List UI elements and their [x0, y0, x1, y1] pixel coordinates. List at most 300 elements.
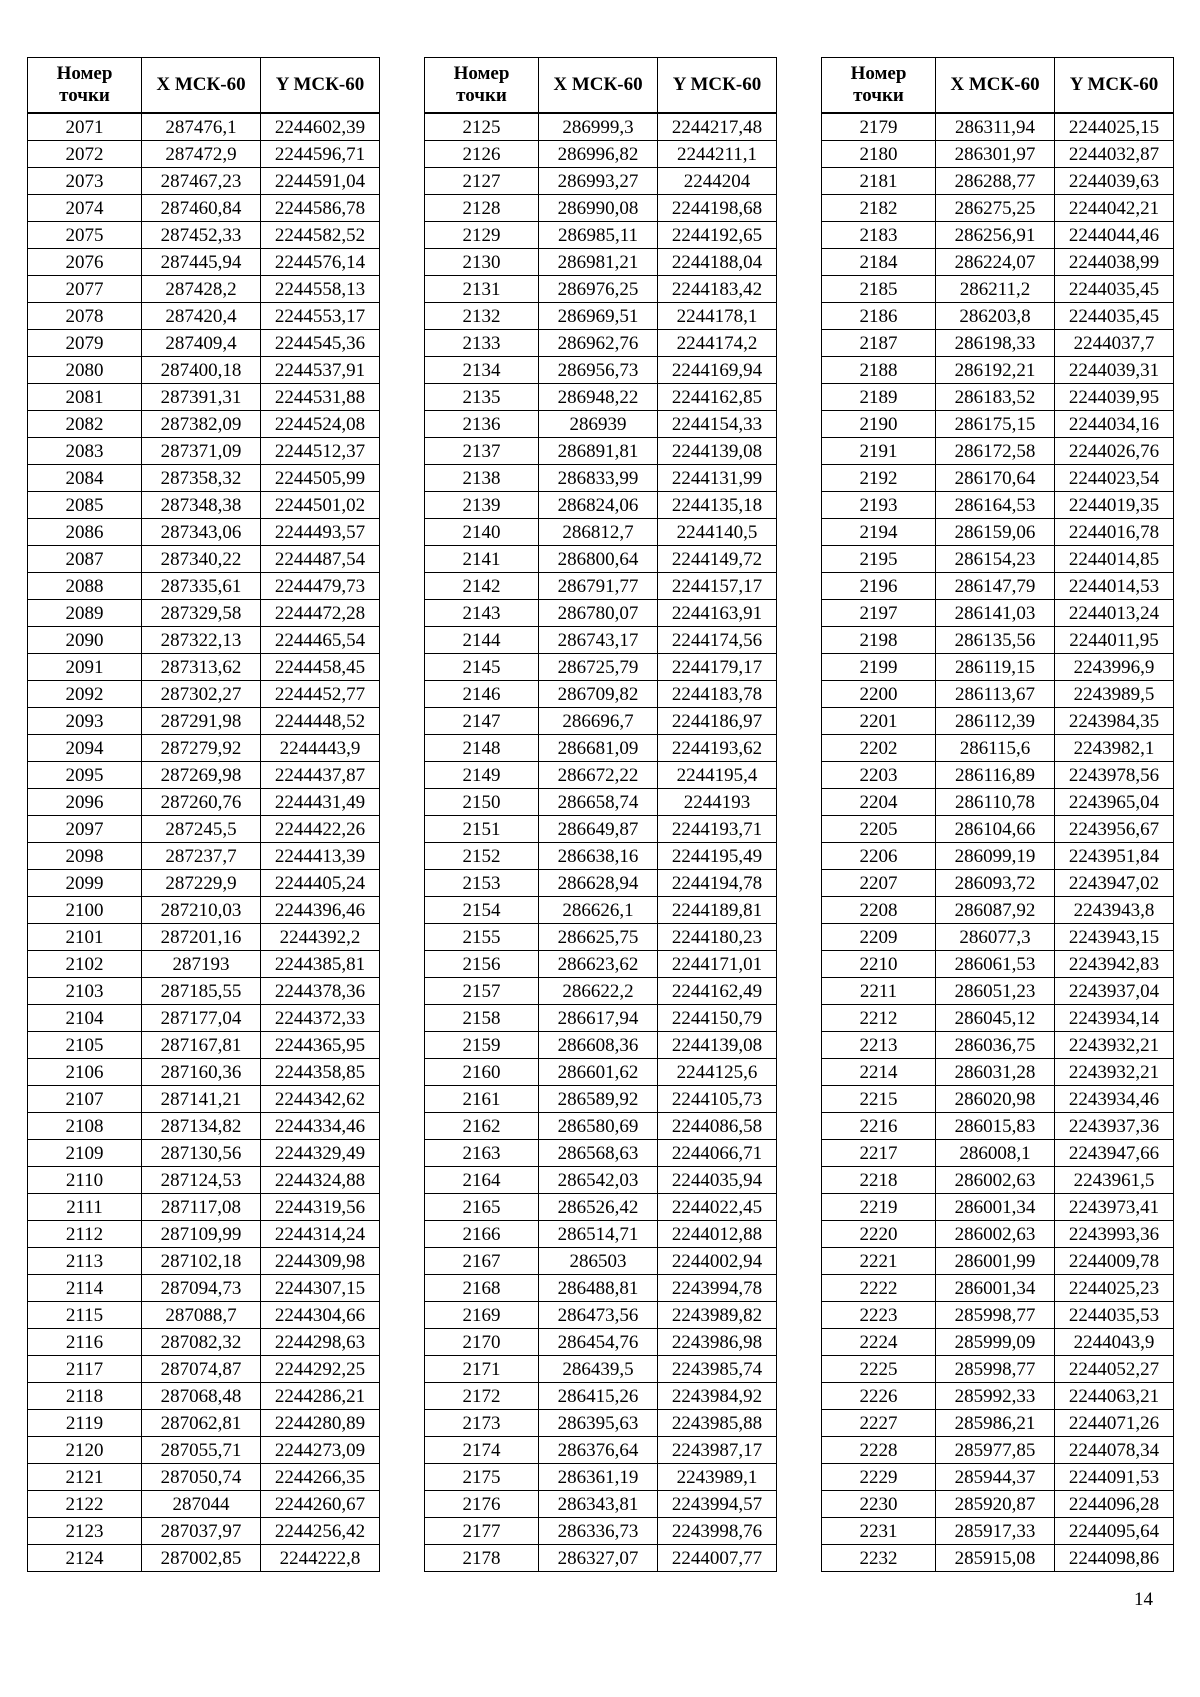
y-coordinate-cell: 2243934,46 — [1055, 1086, 1174, 1113]
y-coordinate-cell: 2243982,1 — [1055, 735, 1174, 762]
point-number-cell: 2211 — [822, 978, 936, 1005]
point-number-header-line1: Номер — [56, 63, 113, 85]
x-coordinate-cell: 285977,85 — [936, 1437, 1055, 1464]
point-number-cell: 2162 — [425, 1113, 539, 1140]
table-row — [425, 168, 777, 195]
x-coordinate-cell: 286956,73 — [539, 357, 658, 384]
point-number-header — [28, 58, 142, 114]
y-coordinate-cell: 2244192,65 — [658, 222, 777, 249]
y-coordinate-cell: 2243951,84 — [1055, 843, 1174, 870]
y-coordinate-cell: 2244086,58 — [658, 1113, 777, 1140]
point-number-cell: 2074 — [28, 195, 142, 222]
point-number-cell: 2126 — [425, 141, 539, 168]
x-coordinate-cell: 286141,03 — [936, 600, 1055, 627]
point-number-cell: 2152 — [425, 843, 539, 870]
table-row — [425, 113, 777, 141]
point-number-cell: 2078 — [28, 303, 142, 330]
point-number-cell: 2223 — [822, 1302, 936, 1329]
point-number-cell: 2171 — [425, 1356, 539, 1383]
point-number-cell: 2165 — [425, 1194, 539, 1221]
x-coordinate-cell: 287055,71 — [142, 1437, 261, 1464]
x-coordinate-cell: 286948,22 — [539, 384, 658, 411]
y-coordinate-cell: 2244038,99 — [1055, 249, 1174, 276]
y-coordinate-cell: 2244096,28 — [1055, 1491, 1174, 1518]
x-coordinate-cell: 286172,58 — [936, 438, 1055, 465]
table-row — [822, 1302, 1174, 1329]
x-coordinate-cell: 286542,03 — [539, 1167, 658, 1194]
point-number-cell: 2084 — [28, 465, 142, 492]
point-number-cell: 2104 — [28, 1005, 142, 1032]
point-number-cell: 2232 — [822, 1545, 936, 1572]
x-coordinate-cell: 286113,67 — [936, 681, 1055, 708]
x-coordinate-cell: 287279,92 — [142, 735, 261, 762]
point-number-cell: 2175 — [425, 1464, 539, 1491]
y-coordinate-cell: 2243984,92 — [658, 1383, 777, 1410]
y-coordinate-cell: 2244193 — [658, 789, 777, 816]
point-number-cell: 2208 — [822, 897, 936, 924]
y-coordinate-cell: 2244098,86 — [1055, 1545, 1174, 1572]
table-row — [822, 249, 1174, 276]
table-row — [425, 978, 777, 1005]
x-coordinate-cell: 286008,1 — [936, 1140, 1055, 1167]
x-coordinate-cell: 287229,9 — [142, 870, 261, 897]
x-coordinate-cell: 286256,91 — [936, 222, 1055, 249]
x-coordinate-cell: 286601,62 — [539, 1059, 658, 1086]
y-coordinate-cell: 2244035,45 — [1055, 303, 1174, 330]
point-number-cell: 2231 — [822, 1518, 936, 1545]
x-coordinate-cell: 286061,53 — [936, 951, 1055, 978]
x-coordinate-cell: 287002,85 — [142, 1545, 261, 1572]
point-number-cell: 2153 — [425, 870, 539, 897]
point-number-cell: 2221 — [822, 1248, 936, 1275]
x-coordinate-cell: 287193 — [142, 951, 261, 978]
y-coordinate-cell: 2244174,2 — [658, 330, 777, 357]
x-coordinate-cell: 287062,81 — [142, 1410, 261, 1437]
x-coordinate-cell: 286395,63 — [539, 1410, 658, 1437]
table-row — [822, 1248, 1174, 1275]
point-number-cell: 2132 — [425, 303, 539, 330]
y-coordinate-cell: 2244043,9 — [1055, 1329, 1174, 1356]
point-number-cell: 2192 — [822, 465, 936, 492]
y-coordinate-cell: 2244222,8 — [261, 1545, 380, 1572]
x-coordinate-cell: 286608,36 — [539, 1032, 658, 1059]
point-number-cell: 2217 — [822, 1140, 936, 1167]
point-number-cell: 2202 — [822, 735, 936, 762]
table-row — [425, 141, 777, 168]
table-row — [822, 924, 1174, 951]
table-row — [28, 1248, 380, 1275]
y-coordinate-cell: 2244443,9 — [261, 735, 380, 762]
y-coordinate-cell: 2244139,08 — [658, 1032, 777, 1059]
y-coordinate-cell: 2244095,64 — [1055, 1518, 1174, 1545]
y-coordinate-cell: 2244465,54 — [261, 627, 380, 654]
y-coordinate-cell: 2243987,17 — [658, 1437, 777, 1464]
table-row — [425, 627, 777, 654]
x-coordinate-cell: 287245,5 — [142, 816, 261, 843]
table-row — [822, 465, 1174, 492]
point-number-cell: 2222 — [822, 1275, 936, 1302]
point-number-cell: 2164 — [425, 1167, 539, 1194]
point-number-header-line1: Номер — [453, 63, 510, 85]
table-row — [822, 384, 1174, 411]
table-row — [28, 1356, 380, 1383]
table-row — [425, 1437, 777, 1464]
point-number-cell: 2179 — [822, 113, 936, 141]
x-coordinate-cell: 286996,82 — [539, 141, 658, 168]
table-row — [822, 1356, 1174, 1383]
point-number-cell: 2157 — [425, 978, 539, 1005]
y-coordinate-cell: 2244266,35 — [261, 1464, 380, 1491]
x-coordinate-cell: 286976,25 — [539, 276, 658, 303]
y-coordinate-cell: 2244183,42 — [658, 276, 777, 303]
point-number-cell: 2094 — [28, 735, 142, 762]
y-coordinate-cell: 2243932,21 — [1055, 1059, 1174, 1086]
y-coordinate-cell: 2244505,99 — [261, 465, 380, 492]
x-coordinate-cell: 286833,99 — [539, 465, 658, 492]
y-coordinate-cell: 2244378,36 — [261, 978, 380, 1005]
point-number-cell: 2206 — [822, 843, 936, 870]
y-coordinate-cell: 2244334,46 — [261, 1113, 380, 1140]
y-coordinate-cell: 2243947,66 — [1055, 1140, 1174, 1167]
point-number-cell: 2184 — [822, 249, 936, 276]
point-number-header-line2: точки — [853, 85, 904, 106]
y-coordinate-cell: 2243943,8 — [1055, 897, 1174, 924]
x-coordinate-cell: 287472,9 — [142, 141, 261, 168]
point-number-cell: 2225 — [822, 1356, 936, 1383]
coordinate-table-1 — [27, 57, 380, 1572]
point-number-cell: 2113 — [28, 1248, 142, 1275]
y-coordinate-header: Y МСК-60 — [1055, 58, 1174, 114]
table-row — [425, 1329, 777, 1356]
x-coordinate-cell: 286824,06 — [539, 492, 658, 519]
y-coordinate-cell: 2244042,21 — [1055, 195, 1174, 222]
table-row — [822, 681, 1174, 708]
table-row — [28, 654, 380, 681]
point-number-cell: 2176 — [425, 1491, 539, 1518]
point-number-cell: 2103 — [28, 978, 142, 1005]
point-number-cell: 2115 — [28, 1302, 142, 1329]
table-row — [822, 573, 1174, 600]
table-row — [822, 1383, 1174, 1410]
y-coordinate-cell: 2244194,78 — [658, 870, 777, 897]
coordinate-table-3 — [821, 57, 1174, 1572]
y-coordinate-cell: 2244576,14 — [261, 249, 380, 276]
point-number-header-line1: Номер — [850, 63, 907, 85]
x-coordinate-cell: 287130,56 — [142, 1140, 261, 1167]
point-number-cell: 2190 — [822, 411, 936, 438]
point-number-cell: 2172 — [425, 1383, 539, 1410]
point-number-cell: 2071 — [28, 113, 142, 141]
table-row — [822, 951, 1174, 978]
x-coordinate-cell: 285920,87 — [936, 1491, 1055, 1518]
point-number-cell: 2201 — [822, 708, 936, 735]
table-row — [425, 330, 777, 357]
point-number-cell: 2189 — [822, 384, 936, 411]
x-coordinate-cell: 286002,63 — [936, 1221, 1055, 1248]
y-coordinate-cell: 2244044,46 — [1055, 222, 1174, 249]
table-row — [28, 1545, 380, 1572]
point-number-cell: 2121 — [28, 1464, 142, 1491]
point-number-cell: 2200 — [822, 681, 936, 708]
point-number-cell: 2198 — [822, 627, 936, 654]
point-number-cell: 2163 — [425, 1140, 539, 1167]
table-row — [28, 573, 380, 600]
table-row — [425, 546, 777, 573]
y-coordinate-cell: 2244139,08 — [658, 438, 777, 465]
y-coordinate-cell: 2244392,2 — [261, 924, 380, 951]
x-coordinate-cell: 286175,15 — [936, 411, 1055, 438]
y-coordinate-cell: 2244437,87 — [261, 762, 380, 789]
table-row — [425, 1410, 777, 1437]
x-coordinate-cell: 287409,4 — [142, 330, 261, 357]
x-coordinate-cell: 287467,23 — [142, 168, 261, 195]
x-coordinate-cell: 286045,12 — [936, 1005, 1055, 1032]
x-coordinate-cell: 287237,7 — [142, 843, 261, 870]
x-coordinate-cell: 286311,94 — [936, 113, 1055, 141]
point-number-cell: 2147 — [425, 708, 539, 735]
y-coordinate-cell: 2244014,85 — [1055, 546, 1174, 573]
x-coordinate-cell: 287476,1 — [142, 113, 261, 141]
point-number-cell: 2135 — [425, 384, 539, 411]
x-coordinate-cell: 287210,03 — [142, 897, 261, 924]
table-row — [425, 1005, 777, 1032]
table-header-row — [822, 58, 1174, 114]
point-number-cell: 2122 — [28, 1491, 142, 1518]
point-number-cell: 2128 — [425, 195, 539, 222]
y-coordinate-cell: 2244385,81 — [261, 951, 380, 978]
table-row — [822, 546, 1174, 573]
point-number-cell: 2090 — [28, 627, 142, 654]
x-coordinate-cell: 287094,73 — [142, 1275, 261, 1302]
y-coordinate-cell: 2244014,53 — [1055, 573, 1174, 600]
point-number-cell: 2150 — [425, 789, 539, 816]
y-coordinate-cell: 2244292,25 — [261, 1356, 380, 1383]
x-coordinate-cell: 286020,98 — [936, 1086, 1055, 1113]
table-row — [28, 1086, 380, 1113]
x-coordinate-cell: 286623,62 — [539, 951, 658, 978]
point-number-cell: 2186 — [822, 303, 936, 330]
table-row — [425, 1302, 777, 1329]
table-row — [822, 1059, 1174, 1086]
table-row — [425, 1140, 777, 1167]
point-number-cell: 2218 — [822, 1167, 936, 1194]
x-coordinate-cell: 286001,34 — [936, 1275, 1055, 1302]
y-coordinate-cell: 2243994,78 — [658, 1275, 777, 1302]
table-row — [425, 303, 777, 330]
x-coordinate-cell: 286800,64 — [539, 546, 658, 573]
y-coordinate-cell: 2244193,71 — [658, 816, 777, 843]
y-coordinate-cell: 2244452,77 — [261, 681, 380, 708]
x-coordinate-cell: 286791,77 — [539, 573, 658, 600]
y-coordinate-cell: 2244032,87 — [1055, 141, 1174, 168]
y-coordinate-cell: 2244174,56 — [658, 627, 777, 654]
y-coordinate-cell: 2244217,48 — [658, 113, 777, 141]
table-row — [822, 222, 1174, 249]
x-coordinate-cell: 287391,31 — [142, 384, 261, 411]
table-row — [822, 1464, 1174, 1491]
x-coordinate-cell: 285999,09 — [936, 1329, 1055, 1356]
table-row — [425, 1248, 777, 1275]
x-coordinate-cell: 285998,77 — [936, 1302, 1055, 1329]
point-number-cell: 2181 — [822, 168, 936, 195]
point-number-cell: 2174 — [425, 1437, 539, 1464]
y-coordinate-cell: 2244023,54 — [1055, 465, 1174, 492]
table-row — [28, 1329, 380, 1356]
table-row — [425, 1059, 777, 1086]
x-coordinate-cell: 286087,92 — [936, 897, 1055, 924]
point-number-cell: 2076 — [28, 249, 142, 276]
x-coordinate-cell: 287445,94 — [142, 249, 261, 276]
point-number-cell: 2203 — [822, 762, 936, 789]
y-coordinate-cell: 2244198,68 — [658, 195, 777, 222]
x-coordinate-cell: 287068,48 — [142, 1383, 261, 1410]
y-coordinate-cell: 2243932,21 — [1055, 1032, 1174, 1059]
point-number-cell: 2183 — [822, 222, 936, 249]
point-number-cell: 2101 — [28, 924, 142, 951]
point-number-cell: 2156 — [425, 951, 539, 978]
table-row — [822, 843, 1174, 870]
point-number-cell: 2072 — [28, 141, 142, 168]
table-row — [425, 222, 777, 249]
y-coordinate-cell: 2244256,42 — [261, 1518, 380, 1545]
x-coordinate-cell: 287329,58 — [142, 600, 261, 627]
y-coordinate-cell: 2244150,79 — [658, 1005, 777, 1032]
table-row — [28, 1518, 380, 1545]
point-number-cell: 2142 — [425, 573, 539, 600]
x-coordinate-cell: 286361,19 — [539, 1464, 658, 1491]
x-coordinate-header: X МСК-60 — [142, 58, 261, 114]
y-coordinate-cell: 2244035,94 — [658, 1167, 777, 1194]
x-coordinate-cell: 286036,75 — [936, 1032, 1055, 1059]
table-row — [822, 870, 1174, 897]
point-number-cell: 2146 — [425, 681, 539, 708]
x-coordinate-cell: 286628,94 — [539, 870, 658, 897]
table-row — [28, 897, 380, 924]
x-coordinate-cell: 287109,99 — [142, 1221, 261, 1248]
y-coordinate-cell: 2244022,45 — [658, 1194, 777, 1221]
x-coordinate-cell: 286224,07 — [936, 249, 1055, 276]
table-row — [28, 1383, 380, 1410]
y-coordinate-cell: 2244211,1 — [658, 141, 777, 168]
x-coordinate-cell: 286454,76 — [539, 1329, 658, 1356]
x-coordinate-cell: 286336,73 — [539, 1518, 658, 1545]
point-number-cell: 2131 — [425, 276, 539, 303]
y-coordinate-cell: 2243965,04 — [1055, 789, 1174, 816]
y-coordinate-cell: 2244180,23 — [658, 924, 777, 951]
y-coordinate-cell: 2243998,76 — [658, 1518, 777, 1545]
point-number-cell: 2085 — [28, 492, 142, 519]
table-row — [822, 1032, 1174, 1059]
x-coordinate-cell: 286099,19 — [936, 843, 1055, 870]
x-coordinate-cell: 286696,7 — [539, 708, 658, 735]
x-coordinate-cell: 286192,21 — [936, 357, 1055, 384]
table-row — [425, 1032, 777, 1059]
table-row — [28, 600, 380, 627]
table-body — [28, 113, 380, 1572]
y-coordinate-cell: 2244602,39 — [261, 113, 380, 141]
y-coordinate-header: Y МСК-60 — [261, 58, 380, 114]
x-coordinate-cell: 286743,17 — [539, 627, 658, 654]
y-coordinate-cell: 2244365,95 — [261, 1032, 380, 1059]
x-coordinate-cell: 286993,27 — [539, 168, 658, 195]
table-row — [28, 843, 380, 870]
point-number-cell: 2194 — [822, 519, 936, 546]
y-coordinate-cell: 2244195,4 — [658, 762, 777, 789]
y-coordinate-cell: 2244422,26 — [261, 816, 380, 843]
x-coordinate-cell: 285998,77 — [936, 1356, 1055, 1383]
y-coordinate-cell: 2244091,53 — [1055, 1464, 1174, 1491]
x-coordinate-cell: 286301,97 — [936, 141, 1055, 168]
x-coordinate-cell: 286672,22 — [539, 762, 658, 789]
x-coordinate-cell: 286135,56 — [936, 627, 1055, 654]
y-coordinate-cell: 2244358,85 — [261, 1059, 380, 1086]
y-coordinate-cell: 2243989,5 — [1055, 681, 1174, 708]
x-coordinate-header: X МСК-60 — [936, 58, 1055, 114]
table-header-row — [425, 58, 777, 114]
x-coordinate-header: X МСК-60 — [539, 58, 658, 114]
table-row — [425, 1113, 777, 1140]
y-coordinate-cell: 2244413,39 — [261, 843, 380, 870]
x-coordinate-cell: 286999,3 — [539, 113, 658, 141]
y-coordinate-cell: 2244273,09 — [261, 1437, 380, 1464]
point-number-cell: 2133 — [425, 330, 539, 357]
point-number-cell: 2188 — [822, 357, 936, 384]
point-number-cell: 2097 — [28, 816, 142, 843]
y-coordinate-cell: 2243943,15 — [1055, 924, 1174, 951]
table-row — [28, 1194, 380, 1221]
y-coordinate-cell: 2244596,71 — [261, 141, 380, 168]
point-number-cell: 2170 — [425, 1329, 539, 1356]
table-row — [822, 1437, 1174, 1464]
y-coordinate-cell: 2244066,71 — [658, 1140, 777, 1167]
x-coordinate-cell: 287167,81 — [142, 1032, 261, 1059]
y-coordinate-cell: 2244037,7 — [1055, 330, 1174, 357]
table-row — [425, 708, 777, 735]
point-number-cell: 2077 — [28, 276, 142, 303]
point-number-cell: 2096 — [28, 789, 142, 816]
y-coordinate-cell: 2244524,08 — [261, 411, 380, 438]
y-coordinate-cell: 2244307,15 — [261, 1275, 380, 1302]
y-coordinate-cell: 2244342,62 — [261, 1086, 380, 1113]
x-coordinate-cell: 286288,77 — [936, 168, 1055, 195]
x-coordinate-cell: 286658,74 — [539, 789, 658, 816]
point-number-cell: 2168 — [425, 1275, 539, 1302]
x-coordinate-cell: 287044 — [142, 1491, 261, 1518]
table-row — [425, 924, 777, 951]
y-coordinate-cell: 2244431,49 — [261, 789, 380, 816]
point-number-cell: 2129 — [425, 222, 539, 249]
y-coordinate-cell: 2244487,54 — [261, 546, 380, 573]
table-row — [28, 141, 380, 168]
table-row — [425, 735, 777, 762]
x-coordinate-cell: 287102,18 — [142, 1248, 261, 1275]
x-coordinate-cell: 286327,07 — [539, 1545, 658, 1572]
y-coordinate-cell: 2244169,94 — [658, 357, 777, 384]
x-coordinate-cell: 287177,04 — [142, 1005, 261, 1032]
point-number-cell: 2081 — [28, 384, 142, 411]
x-coordinate-cell: 286147,79 — [936, 573, 1055, 600]
x-coordinate-cell: 286170,64 — [936, 465, 1055, 492]
point-number-cell: 2180 — [822, 141, 936, 168]
x-coordinate-cell: 286514,71 — [539, 1221, 658, 1248]
x-coordinate-cell: 286343,81 — [539, 1491, 658, 1518]
point-number-cell: 2124 — [28, 1545, 142, 1572]
table-row — [425, 1518, 777, 1545]
point-number-cell: 2226 — [822, 1383, 936, 1410]
table-row — [822, 897, 1174, 924]
table-row — [28, 113, 380, 141]
y-coordinate-cell: 2244537,91 — [261, 357, 380, 384]
